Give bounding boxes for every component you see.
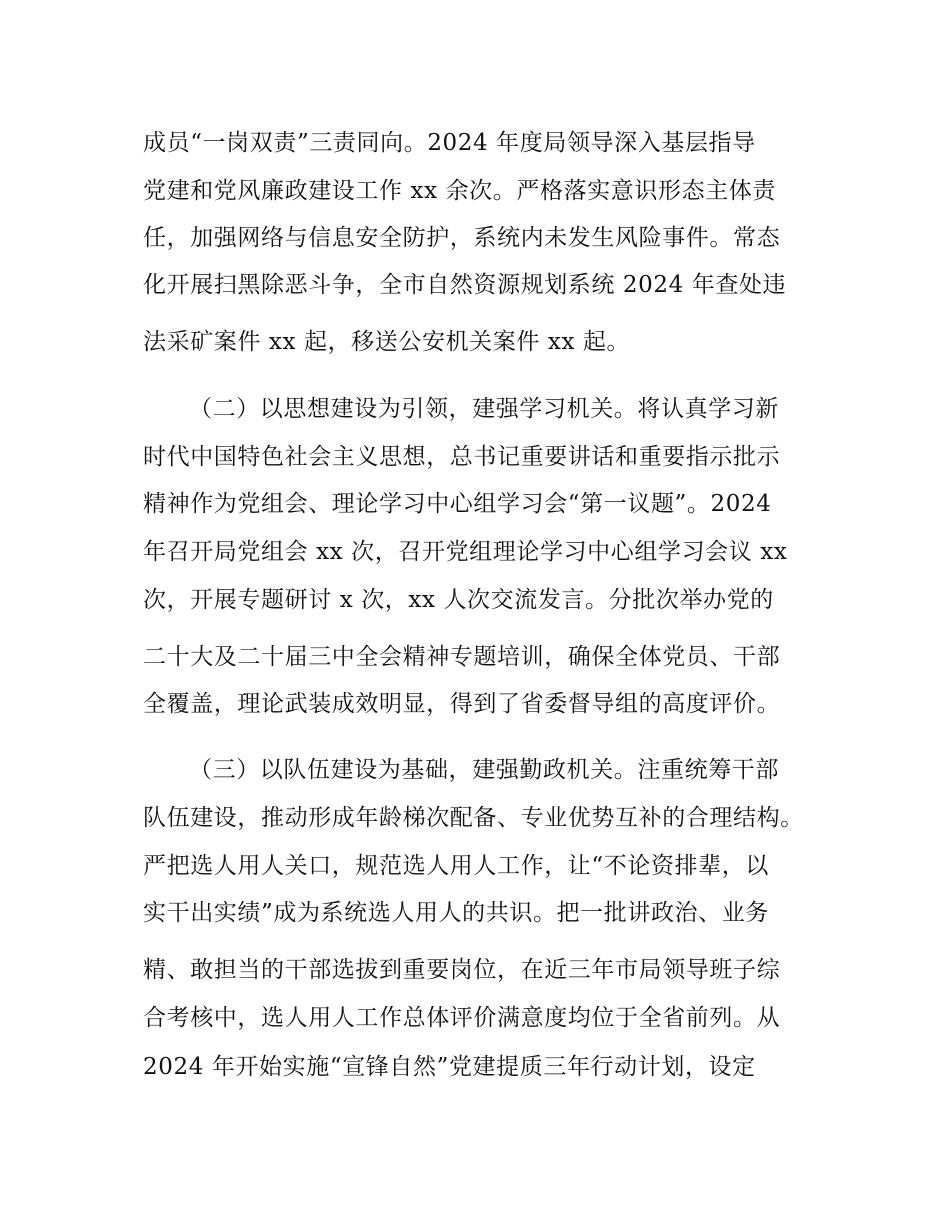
text-line: 精神作为党组会、理论学习中心组学习会“第一议题”。2024 xyxy=(143,491,772,517)
paragraph-first-line: （三）以队伍建设为基础，建强勤政机关。注重统筹干部 xyxy=(189,757,779,783)
text-line: 法采矿案件 xx 起，移送公安机关案件 xx 起。 xyxy=(143,329,631,355)
text-line: 2024 年开始实施“宣锋自然”党建提质三年行动计划，设定 xyxy=(143,1054,756,1080)
text-line: 年召开局党组会 xx 次，召开党组理论学习中心组学习会议 xx xyxy=(143,539,788,565)
text-line: 时代中国特色社会主义思想，总书记重要讲话和重要指示批示 xyxy=(143,444,781,470)
text-line: 实干出实绩”成为系统选人用人的共识。把一批讲政治、业务 xyxy=(143,900,769,926)
text-line: 精、敢担当的干部选拔到重要岗位，在近三年市局领导班子综 xyxy=(143,957,781,983)
text-line: 二十大及二十届三中全会精神专题培训，确保全体党员、干部 xyxy=(143,644,781,670)
text-line: 全覆盖，理论武装成效明显，得到了省委督导组的高度评价。 xyxy=(143,691,781,717)
text-line: 任，加强网络与信息安全防护，系统内未发生风险事件。常态 xyxy=(143,225,781,251)
text-line: 严把选人用人关口，规范选人用人工作，让“不论资排辈，以 xyxy=(143,853,769,879)
text-line: 合考核中，选人用人工作总体评价满意度均位于全省前列。从 xyxy=(143,1005,781,1031)
paragraph-first-line: （二）以思想建设为引领，建强学习机关。将认真学习新 xyxy=(189,396,779,422)
text-line: 次，开展专题研讨 x 次，xx 人次交流发言。分批次举办党的 xyxy=(143,587,774,613)
text-line: 成员“一岗双责”三责同向。2024 年度局领导深入基层指导 xyxy=(143,130,756,156)
text-line: 化开展扫黑除恶斗争，全市自然资源规划系统 2024 年查处违 xyxy=(143,272,787,298)
text-line: 党建和党风廉政建设工作 xx 余次。严格落实意识形态主体责 xyxy=(143,178,776,204)
text-line: 队伍建设，推动形成年龄梯次配备、专业优势互补的合理结构。 xyxy=(143,805,804,831)
